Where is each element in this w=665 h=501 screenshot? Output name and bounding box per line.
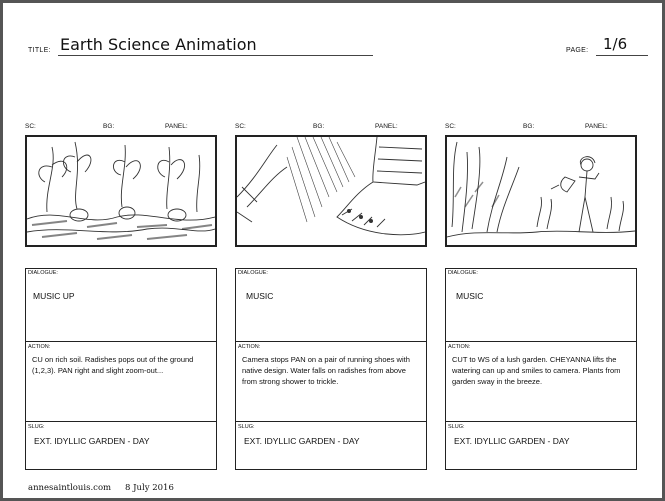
divider [236, 421, 426, 422]
notes-box [235, 268, 427, 470]
slug-label: SLUG: [28, 424, 45, 430]
dialogue-label: DIALOGUE: [28, 270, 58, 276]
dialogue-text: MUSIC [456, 291, 484, 301]
action-label: ACTION: [28, 344, 51, 350]
panel-header [235, 123, 427, 133]
divider [236, 341, 426, 342]
bg-label: BG: [313, 123, 325, 130]
dialogue-text: MUSIC UP [33, 291, 75, 301]
page-title: Earth Science Animation [60, 35, 257, 54]
panel-header [445, 123, 637, 133]
sketch-lush-garden-girl [447, 137, 635, 245]
slug-text: EXT. IDYLLIC GARDEN - DAY [34, 436, 150, 446]
action-text: CUT to WS of a lush garden. CHEYANNA lifts the watering can up and smiles to camera. Plants from garden sway in the breeze. [452, 355, 621, 386]
sketch-soil-radishes [27, 137, 215, 245]
sketch-frame-soil-radishes [25, 135, 217, 247]
action-text: Camera stops PAN on a pair of running shoes with native design. Water falls on radishes from above from strong shower to trickle. [242, 355, 410, 386]
sketch-frame-running-shoe [235, 135, 427, 247]
footer-date: 8 July 2016 [125, 483, 174, 493]
dialogue-text: MUSIC [246, 291, 274, 301]
sc-label: SC: [445, 123, 456, 130]
page-number-row [566, 35, 651, 57]
slug-text: EXT. IDYLLIC GARDEN - DAY [454, 436, 570, 446]
panel-label: PANEL: [375, 123, 398, 130]
bg-label: BG: [103, 123, 115, 130]
sketch-frame-lush-garden [445, 135, 637, 247]
bg-label: BG: [523, 123, 535, 130]
sc-label: SC: [25, 123, 36, 130]
action-text: CU on rich soil. Radishes pops out of the ground (1,2,3). PAN right and slight zoom-out... [32, 355, 194, 375]
notes-box [445, 268, 637, 470]
panel-header [25, 123, 217, 133]
divider [446, 421, 636, 422]
panel-label: PANEL: [585, 123, 608, 130]
page-number: 1/6 [603, 35, 628, 53]
footer-site: annesaintlouis.com [28, 483, 112, 493]
action-label: ACTION: [448, 344, 471, 350]
slug-label: SLUG: [448, 424, 465, 430]
divider [26, 421, 216, 422]
title-row [28, 35, 373, 57]
title-underline [58, 55, 373, 56]
page-underline [596, 55, 648, 56]
notes-box [25, 268, 217, 470]
sc-label: SC: [235, 123, 246, 130]
dialogue-label: DIALOGUE: [448, 270, 478, 276]
action-label: ACTION: [238, 344, 261, 350]
title-label: TITLE: [28, 47, 51, 54]
slug-label: SLUG: [238, 424, 255, 430]
divider [26, 341, 216, 342]
dialogue-label: DIALOGUE: [238, 270, 268, 276]
divider [446, 341, 636, 342]
slug-text: EXT. IDYLLIC GARDEN - DAY [244, 436, 360, 446]
panel-label: PANEL: [165, 123, 188, 130]
sketch-running-shoe-water [237, 137, 425, 245]
page-label: PAGE: [566, 47, 589, 54]
